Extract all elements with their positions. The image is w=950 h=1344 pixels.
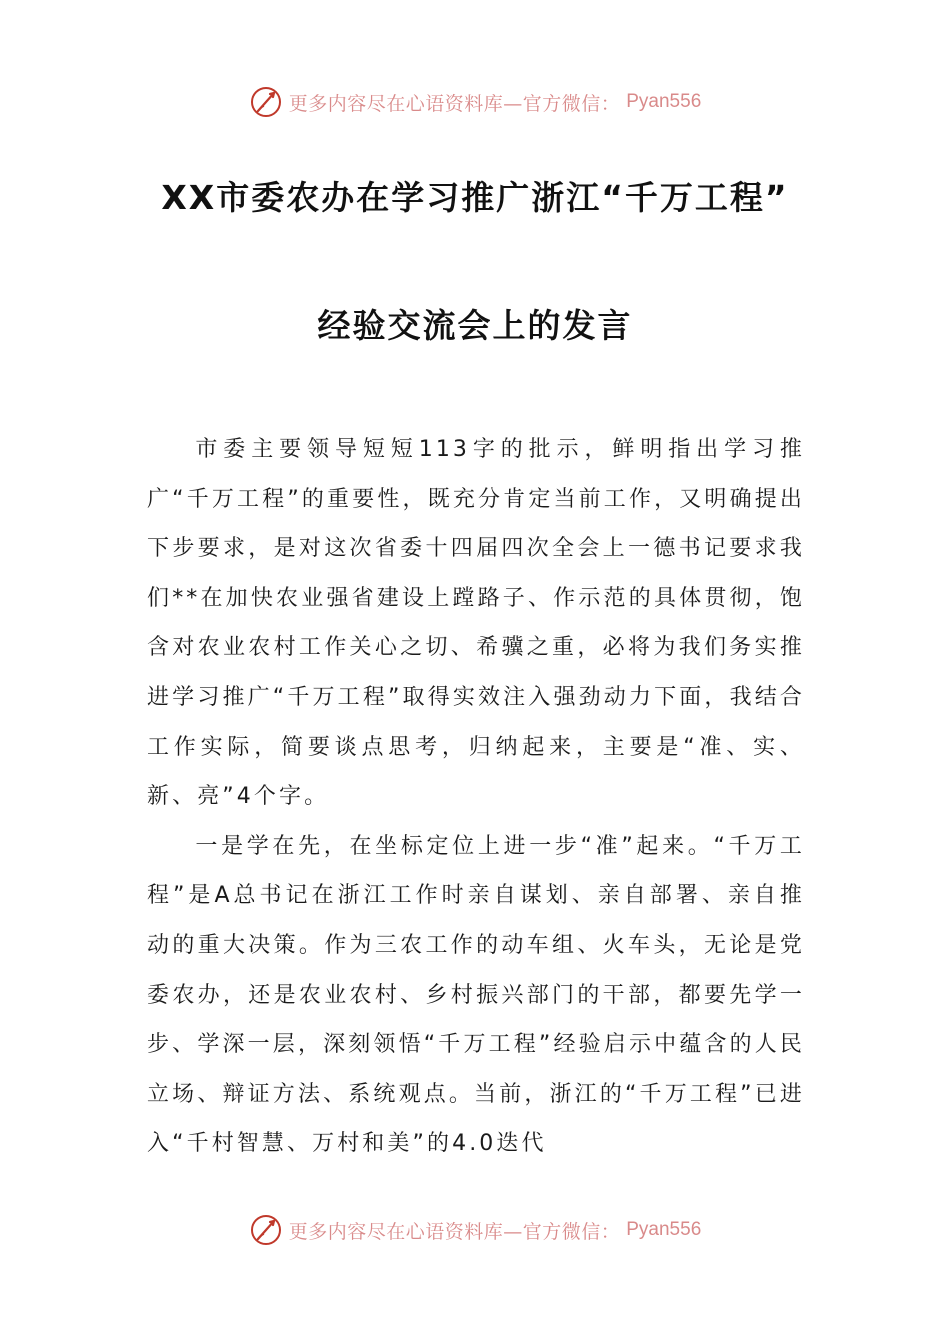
watermark-text: 更多内容尽在心语资料库—官方微信： <box>288 92 621 115</box>
document-title-line2: 经验交流会上的发言 <box>317 306 633 345</box>
paragraph-2: 一是学在先，在坐标定位上进一步“准”起来。“千万工程”是A总书记在浙江工作时亲自谋划、亲自部署、亲自推动的重大决策。作为三农工作的动车组、火车头，无论是党委农办，还是农业农村、乡村振兴部门的干部，都要先学一步、学深一层，深刻领悟“千万工程”经验启示中蕴含的人民立场、辩证方法、系统观点。当前，浙江的“千万工程”已进入“千村智慧、万村和美”的4.0迭代 <box>147 833 805 1157</box>
watermark-wechat-id: Pyan556 <box>626 91 702 112</box>
quill-logo-icon <box>249 85 283 119</box>
header-watermark <box>0 82 950 122</box>
quill-logo-icon <box>249 1213 283 1247</box>
footer-watermark <box>0 1210 950 1250</box>
document-body <box>147 425 805 1169</box>
document-title-line1: XX市委农办在学习推广浙江“千万工程” <box>161 178 789 217</box>
paragraph-1: 市委主要领导短短113字的批示，鲜明指出学习推广“千万工程”的重要性，既充分肯定当前工作，又明确提出下步要求，是对这次省委十四届四次全会上一德书记要求我们**在加快农业强省建设上蹚路子、作示范的具体贯彻，饱含对农业农村工作关心之切、希骥之重，必将为我们务实推进学习推广“千万工程”取得实效注入强劲动力下面，我结合工作实际，简要谈点思考，归纳起来，主要是“准、实、新、亮”4个字。 <box>147 437 805 810</box>
watermark-text: 更多内容尽在心语资料库—官方微信： <box>288 1220 621 1243</box>
watermark-wechat-id: Pyan556 <box>626 1219 702 1240</box>
